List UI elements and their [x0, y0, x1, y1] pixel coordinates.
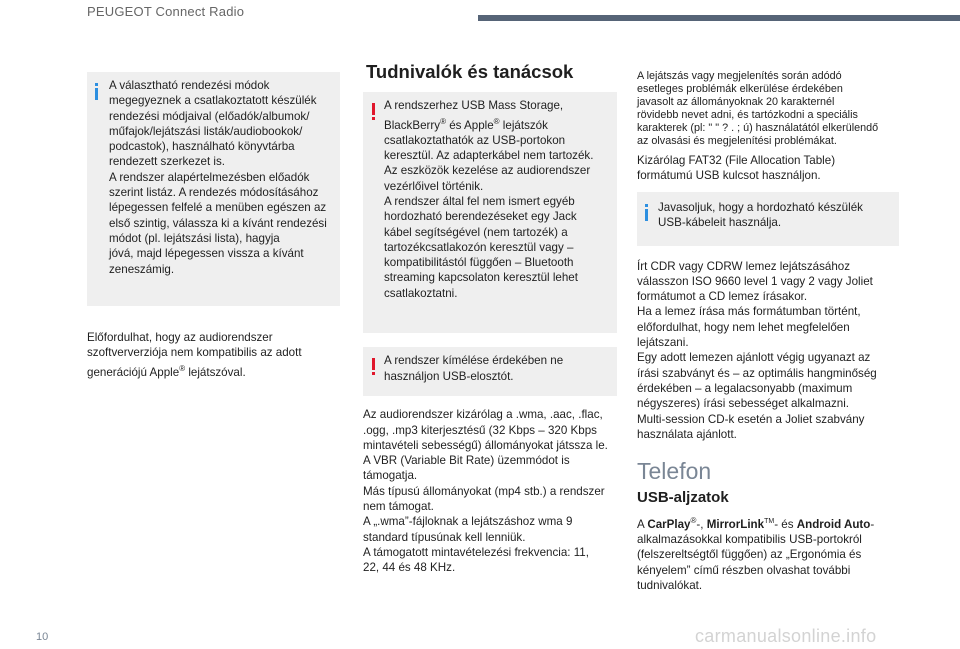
- warn1-a: A rendszerhez USB Mass Storage, BlackBerry: [384, 99, 564, 132]
- page-number: 10: [36, 631, 49, 643]
- section-title: Tudnivalók és tanácsok: [366, 61, 574, 82]
- middle-column: [363, 61, 617, 576]
- right-column: [637, 70, 899, 593]
- mirrorlink-text: MirrorLink: [706, 517, 765, 531]
- warn1-b: és Apple: [445, 118, 494, 132]
- warn1-sup2: ®: [493, 116, 500, 126]
- right-para-2: Kizárólag FAT32 (File Allocation Table) formátumú USB kulcsot használjon.: [637, 154, 836, 183]
- info-box-right: [637, 192, 899, 246]
- subsection-title: USB-aljzatok: [637, 489, 729, 507]
- left-para-text: Előfordulhat, hogy az audiorendszer szoftververziója nem kompatibilis az adott generációjú Apple: [87, 331, 302, 379]
- carplay-text: CarPlay: [647, 517, 691, 531]
- info-icon: [645, 204, 648, 221]
- info-text-left: A választható rendezési módok megegyeznek a csatlakoztatott készülék rendezési módjaival (előadók/albumok/ műfajok/lejátszási listák/audiobookok/ podcastok), használható könyvtárba rendezett szerkezet is. A rendszer alapértelmezésben előadók szerint listáz. A rendezés módosításához lépegessen felfelé a menüben egészen az első szintig, válassza ki a kívánt rendezési módot (pl. lejátszási lista), hagyja jóvá, majd lépegessen vissza a kívánt zeneszámig.: [109, 79, 327, 276]
- middle-paragraph: Az audiorendszer kizárólag a .wma, .aac, .flac, .ogg, .mp3 kiterjesztésű (32 Kbps – 320 Kbps mintavételi sebességű) állományokat játssza le. A VBR (Variable Bit Rate) üzemmódot is támogatja. Más típusú állományokat (mp4 stb.) a rendszer nem támogat. A „.wma”-fájloknak a lejátszáshoz wma 9 standard típusúnak kell lenniük. A támogatott mintavételezési frekvencia: 11, 22, 44 és 48 KHz.: [363, 408, 608, 575]
- left-para-end: lejátszóval.: [185, 365, 246, 379]
- watermark: carmanualsonline.info: [695, 626, 877, 646]
- info-icon: [95, 83, 98, 100]
- chapter-title: Telefon: [637, 458, 712, 485]
- p4-a: A: [637, 517, 648, 531]
- warning-box-2: [363, 347, 617, 396]
- warning-icon: [371, 358, 375, 375]
- p4-sup: ®: [690, 515, 697, 525]
- p4-d: - alkalmazásokkal kompatibilis USB-portokról (felszereltségtől függően) az „Ergonómia és kényelem” című részben olvashat további tudnivalókat.: [637, 517, 875, 592]
- header-title: PEUGEOT Connect Radio: [87, 4, 245, 19]
- info-text-right: Javasoljuk, hogy a hordozható készülék USB-kábeleit használja.: [658, 200, 863, 229]
- left-column: [87, 72, 340, 380]
- right-para-4: [637, 513, 899, 593]
- warning-icon: [371, 103, 375, 120]
- p4-tm: TM: [764, 517, 775, 525]
- p4-c: - és: [774, 517, 797, 531]
- right-para-1: A lejátszás vagy megjelenítés során adódó esetleges problémák elkerülése érdekében javasolt az állományoknak 20 karakternél rövidebb nevet adni, és tartózkodni a speciális karakterek (pl: " " ? . ; ú) használatától elkerülendő az olvasási és megjelenítési problémákat.: [637, 70, 879, 147]
- warn1-c: lejátszók csatlakoztathatók az USB-portokon keresztül. Az adapterkábel nem tartozék. Az eszközök kezelése az audiorendszer vezérlőivel történik. A rendszer által fel nem ismert egyéb hordozható berendezéseket egy Jack kábel segítségével (nem tartozék) a tartozékcsatlakozón keresztül vagy – kompatibilitástól függően – Bluetooth streaming kapcsolaton keresztül lehet csatlakoztatni.: [384, 118, 594, 300]
- warn1-sup1: ®: [440, 116, 446, 126]
- right-para-3: Írt CDR vagy CDRW lemez lejátszásához válasszon ISO 9660 level 1 vagy 2 vagy Joliet formátumot a CD lemez írásakor. Ha a lemez írása más formátumban történt, előfordulhat, hogy nem lehet megfelelően lejátszani. Egy adott lemezen ajánlott végig ugyanazt az írási szabványt és – az optimális hangminőség érdekében – a legalacsonyabb (maximum négyszeres) írási sebességet alkalmazni. Multi-session CD-k esetén a Joliet szabvány használata ajánlott.: [637, 259, 877, 441]
- left-paragraph: [87, 330, 340, 380]
- warning-box-1: [363, 92, 617, 333]
- warning-text-2: A rendszer kímélése érdekében ne használjon USB-elosztót.: [384, 354, 564, 383]
- warning-text-1: [384, 98, 611, 301]
- header-bar: [478, 15, 960, 21]
- p4-b: -,: [696, 517, 707, 531]
- android-auto-text: Android Auto: [796, 517, 871, 531]
- info-box-left: [87, 72, 340, 306]
- left-para-sup: ®: [179, 363, 186, 373]
